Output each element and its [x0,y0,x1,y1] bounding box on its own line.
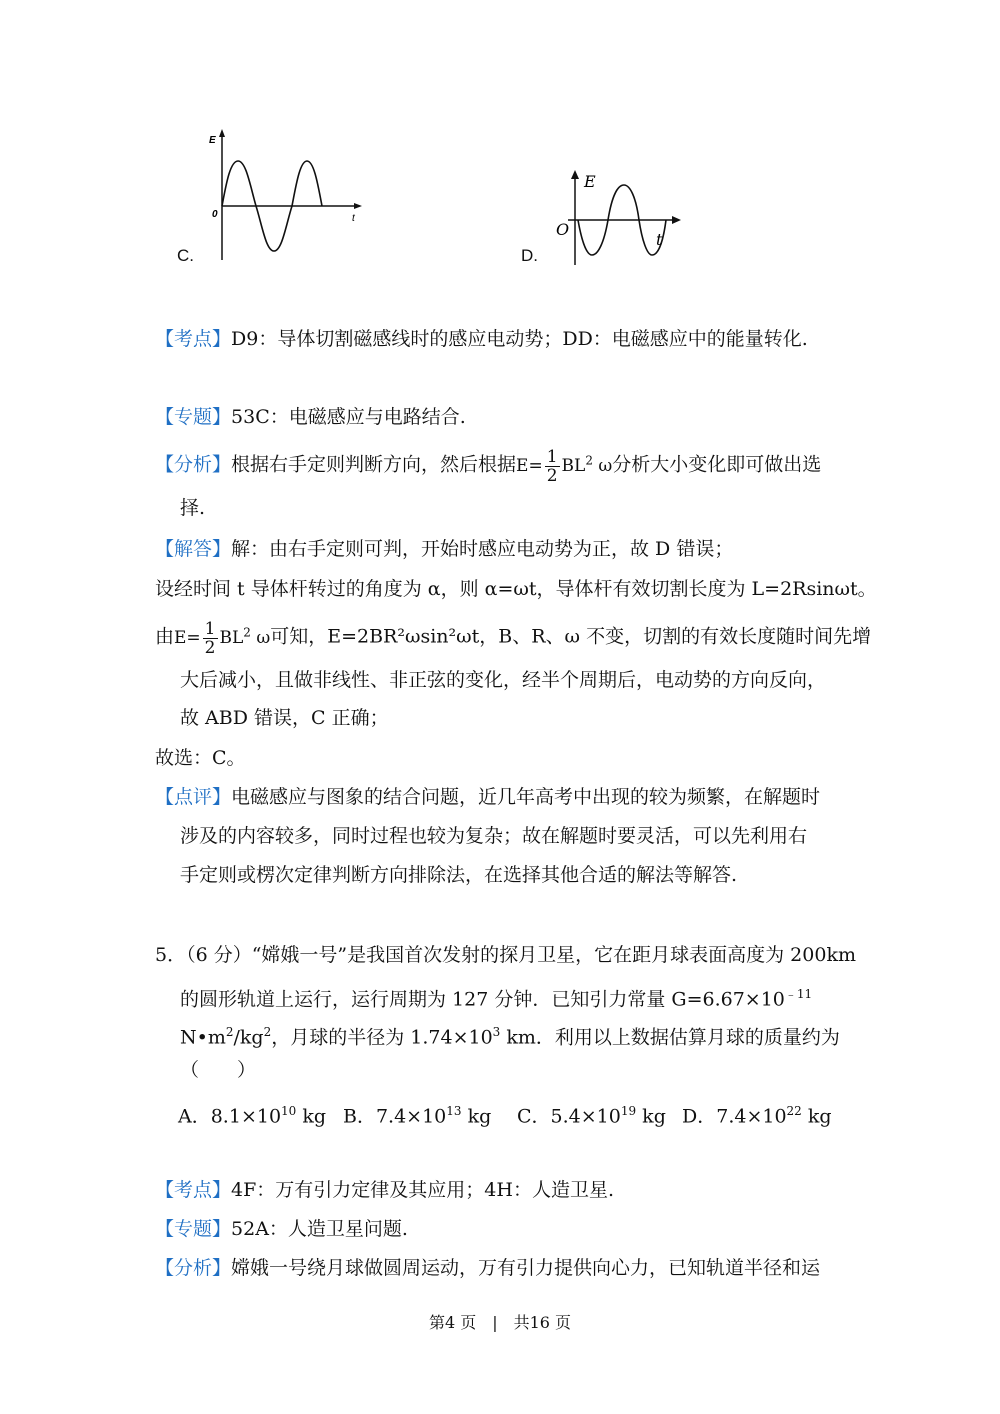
graph-d [550,165,690,270]
option-c-label: C. [177,246,194,265]
fenxi-text-b: 分析大小变化即可做出选 [612,453,822,476]
jieda-l5: 故 ABD 错误，C 正确； [180,707,389,729]
q5-option-a[interactable]: A．$8.1\times 10^{10}$ kg [178,1104,327,1128]
fenxi-tag: 【分析】 [155,453,232,476]
q5-option-b[interactable]: B．$7.4\times 10^{13}$ kg [343,1104,492,1128]
q5-paren: （ ） [180,1059,257,1081]
q4-kaodian [155,327,808,351]
fenxi-text-a: 根据右手定则判断方向，然后根据 [231,453,517,476]
q5-l2: 的圆形轨道上运行，运行周期为 127 分钟．已知引力常量 $G=6.67\times 10^{﹣11}$ [180,987,813,1011]
q5-l3: $N•m^2/kg^2$，月球的半径为 $1.74\times 10^3$ km．利用以上数据估算月球的质量约为 [180,1025,840,1049]
kaodian-text: D9：导体切割磁感线时的感应电动势；DD：电磁感应中的能量转化. [231,328,808,350]
kaodian-tag: 【考点】 [155,328,232,350]
jieda-l2: 设经时间 t 导体杆转过的角度为 α，则 α=ωt，导体杆有效切割长度为 L=2Rsinωt。 [155,578,877,600]
q5-option-c[interactable]: C．$5.4\times 10^{19}$ kg [517,1104,666,1128]
zhuanti-text: 53C：电磁感应与电路结合. [231,406,466,428]
graph-c-origin-label: 0 [212,209,218,220]
graph-d-y-axis-label: E [584,172,596,191]
q5-kaodian-tag: 【考点】 [155,1179,232,1201]
dianping-l2: 涉及的内容较多，同时过程也较为复杂；故在解题时要灵活，可以先利用右 [180,825,808,847]
q4-dianping [155,785,820,809]
q4-zhuanti [155,405,466,429]
q5-fenxi-text: 嫦娥一号绕月球做圆周运动，万有引力提供向心力，已知轨道半径和运 [231,1257,821,1279]
q5-zhuanti [155,1217,408,1241]
zhuanti-tag: 【专题】 [155,406,232,428]
dianping-l1: 电磁感应与图象的结合问题，近几年高考中出现的较为频繁，在解题时 [231,786,821,808]
graph-d-x-axis-label: t [656,230,663,249]
jieda-l4: 大后减小，且做非线性、非正弦的变化，经半个周期后，电动势的方向反向， [180,669,827,691]
q5-l1: 5．（6 分）“嫦娥一号”是我国首次发射的探月卫星，它在距月球表面高度为 200km [155,944,856,966]
q5-kaodian-text: 4F：万有引力定律及其应用；4H：人造卫星. [231,1179,614,1201]
q5-fenxi-tag: 【分析】 [155,1257,232,1279]
dianping-tag: 【点评】 [155,786,232,808]
q5-option-d[interactable]: D．$7.4\times 10^{22}$ kg [682,1104,832,1128]
option-d-label: D. [521,246,538,265]
guxuan: 故选：C。 [155,747,246,769]
q5-zhuanti-text: 52A：人造卫星问题. [231,1218,408,1240]
graph-c-y-axis-label: E [209,135,216,146]
q5-zhuanti-tag: 【专题】 [155,1218,232,1240]
q5-kaodian [155,1178,614,1202]
graph-c-x-axis-label: t [352,213,355,224]
jieda-tag: 【解答】 [155,538,232,560]
q4-fenxi [155,440,821,486]
graph-c [200,125,370,265]
jieda-l3: 由E= $\frac{1}{2}$ $BL^2$ ω可知，E=2BR²ωsin²ωt，B、R、ω 不变，切割的有效长度随时间先增 [155,618,872,658]
dianping-l3: 手定则或楞次定律判断方向排除法，在选择其他合适的解法等解答. [180,864,738,886]
q4-jieda [155,537,733,561]
jieda-l1: 解：由右手定则可判，开始时感应电动势为正，故 D 错误； [231,538,734,560]
graph-d-origin-label: O [556,220,570,239]
q5-fenxi [155,1256,820,1280]
formula-2: E= $\frac{1}{2}$ $BL^2$ ω [174,618,271,658]
q4-fenxi-cont: 择. [180,497,206,519]
formula: E= $\frac{1}{2}$ $BL^2$ ω [516,446,613,486]
page-footer: 第4 页 | 共16 页 [428,1313,572,1332]
